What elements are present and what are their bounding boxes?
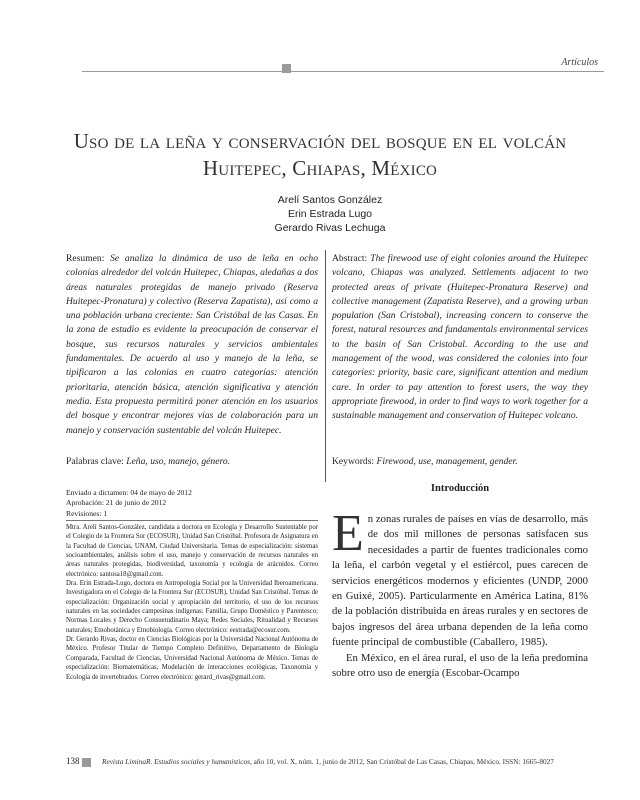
author-name: Erin Estrada Lugo: [287, 208, 373, 220]
journal-name: Revista LiminaR. Estudios sociales y humanísticos,: [102, 757, 252, 766]
date-approved: Aprobación: 21 de junio de 2012: [66, 498, 167, 508]
article-title: [40, 128, 600, 182]
date-sent: Enviado a dictamen: 04 de mayo de 2012: [66, 488, 192, 497]
column-divider: [325, 250, 326, 482]
title-line-1: Uso de la leña y conservación del bosque en el volcán: [73, 129, 567, 153]
author-footnotes: [66, 523, 318, 682]
resumen-block: [66, 252, 318, 438]
header-square-marker: [282, 64, 291, 73]
revisions-count: Revisiones: 1: [66, 508, 108, 518]
header-rule: [82, 71, 604, 72]
keywords: [332, 455, 588, 469]
author-list: [200, 193, 460, 235]
section-label: Artículos: [561, 57, 598, 68]
drop-cap: E: [332, 505, 364, 562]
intro-paragraph-2: En México, en el área rural, el uso de la leña predomina sobre otro uso de energía (Escobar-Ocampo: [332, 651, 588, 680]
abstract-block: [332, 252, 588, 424]
keywords-label: Keywords:: [332, 456, 377, 467]
author-name: Gerardo Rivas Lechuga: [274, 222, 386, 234]
footnote: Dr. Gerardo Rivas, doctor en Ciencias Biológicas por la Universidad Nacional Autónoma de México. Profesor Titular de Tiempo Completo Definitivo, Departamento de Biología Comparada, Facultad de Ciencias, Universidad Nacional Autónoma de México. Temas de especialización: Biomatemáticas, Modelación de interacciones ecológicas, Taxonomía y Ecología de invertebrados. Correo electrónico: gerard_rivas@gmail.com.: [66, 636, 318, 681]
palabras-clave: [66, 455, 318, 469]
footnote: Dra. Erin Estrada-Lugo, doctora en Antropología Social por la Universidad Iberoamericana. Investigadora en el Colegio de la Frontera Sur (ECOSUR), Unidad San Cristóbal. Temas de especialización: Organización social y apropiación del territorio, el uso de los recursos naturales en las sociedades campesinas indígenas: Familia, Grupo Doméstico y Parentesco; Normas Locales y Derecho Consuetudinario Maya; Redes Sociales, Ritualidad y Recursos naturales; Etnobotánica y Etnobiología. Correo electrónico: eestrada@ecosur.com.: [66, 580, 318, 634]
intro-paragraph: [332, 505, 588, 651]
palabras-clave-label: Palabras clave:: [66, 456, 127, 467]
footer-square-marker: [82, 758, 91, 767]
introduccion-body: [332, 505, 588, 681]
journal-citation: [102, 757, 554, 766]
section-heading-introduccion: Introducción: [430, 483, 490, 494]
keywords-value: Firewood, use, management, gender.: [376, 456, 518, 467]
journal-details: año 10, vol. X, núm. 1, junio de 2012, San Cristóbal de Las Casas, Chiapas, México. ISSN: 1665-8027: [251, 757, 554, 766]
intro-paragraph-1-text: n zonas rurales de países en vías de desarrollo, más de dos mil millones de personas satisfacen sus necesidades a partir de fuentes tradicionales como la leña, el carbón vegetal y el estiércol, pues carecen de servicios energéticos modernos y eficientes (UNDP, 2000 en Guixé, 2005). Particularmente en América Latina, 81% de la población distribuida en áreas rurales y en sectores de bajos ingresos del área urbana dependen de la leña como fuente principal de combustible (Caballero, 1985).: [332, 513, 588, 649]
resumen-text: Se analiza la dinámica de uso de leña en ocho colonias alrededor del volcán Huitepec, Chiapas, aledañas a dos áreas naturales protegidas de manejo privado (Reserva Huitepec-Pronatura) y colectivo (Reserva Zapatista), así como a una población urbana creciente: San Cristóbal de las Casas. En la zona de estudio es evidente la preocupación de conservar el bosque, sus recursos naturales y servicios ambientales fundamentales. De acuerdo al uso y manejo de la leña, se tipificaron a las colonias en cuatro categorías: atención prioritaria, atención básica, atención significativa y atención media. Esta propuesta permitirá poner atención en los usuarios del bosque y encontrar mejores vías de colaboración para un manejo y conservación sustentable del volcán Huitepec.: [66, 253, 318, 436]
abstract-text: The firewood use of eight colonies around the Huitepec volcano, Chiapas was analyzed. Settlements adjacent to two protected areas of private (Huitepec-Pronatura Reserve) and collective management (Zapatista Reserve), and a growing urban population (San Cristobal), increasing concern to conserve the forest, natural resources and fundamentals environmental services to the basin of San Cristobal. According to the use and management of the wood, was considered the colonies into four categories: priority, basic care, significant attention and medium care. In order to pay attention to forest users, the way they appropriate firewood, in order to find ways to work together for a sustainable management and conservation of Huitepec volcano.: [332, 253, 588, 422]
submission-dates: [66, 488, 192, 519]
author-name: Arelí Santos González: [277, 194, 383, 206]
title-line-2: Huitepec, Chiapas, México: [202, 156, 438, 180]
abstract-label: Abstract:: [332, 253, 371, 264]
palabras-clave-value: Leña, uso, manejo, género.: [126, 456, 231, 467]
footnote-rule: [66, 520, 318, 521]
page-number: 138: [66, 756, 80, 766]
resumen-label: Resumen:: [66, 253, 111, 264]
footnote: Mtra. Arelí Santos-González, candidata a doctora en Ecología y Desarrollo Sustentable por el Colegio de la Frontera Sur (ECOSUR), Unidad San Cristóbal. Profesora de Asignatura en la Facultad de Ciencias, UNAM, Ciudad Universitaria. Temas de especialización: sistemas socioambientales, análisis sobre el uso, manejo y conservación de recursos naturales en áreas naturales protegidas, biodiversidad, taxonomía y ecología de arácnidos. Correo electrónico: santosa18@gmail.com.: [66, 524, 318, 578]
